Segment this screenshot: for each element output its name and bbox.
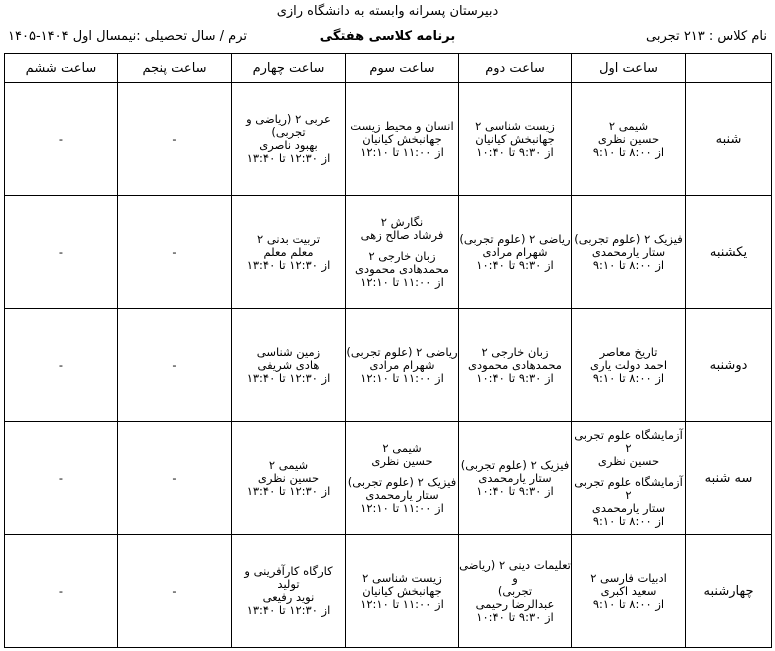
cell-text-line: از ۹:۳۰ تا ۱۰:۴۰ [476, 609, 554, 624]
cell-text-line: شیمی ۲ [382, 440, 422, 455]
schedule-cell [346, 535, 459, 648]
cell-text-line: فرشاد صالح زهی [360, 227, 444, 242]
schedule-cell [459, 309, 572, 422]
cell-text-line: از ۱۲:۳۰ تا ۱۳:۴۰ [246, 151, 331, 165]
cell-text-line: فیزیک ۲ (علوم تجربی) [574, 231, 683, 246]
cell-text-line: زیست شناسی ۲ [475, 118, 555, 133]
schedule-cell [118, 196, 232, 309]
cell-text-line: آزمایشگاه علوم تجربی ۲ [574, 474, 683, 502]
day-name: چهارشنبه [686, 535, 772, 648]
empty-slot-dash: - [172, 357, 177, 372]
empty-slot-dash: - [172, 244, 177, 259]
header-period-2: ساعت دوم [459, 54, 572, 83]
cell-text-line: تجربی) [497, 583, 533, 598]
cell-text-line: از ۸:۰۰ تا ۹:۱۰ [592, 144, 665, 159]
cell-text-line: از ۹:۳۰ تا ۱۰:۴۰ [476, 144, 554, 159]
table-row [5, 422, 772, 535]
schedule-cell [459, 83, 572, 196]
cell-text-line: بهبود ناصری [259, 138, 318, 152]
empty-slot-dash: - [58, 244, 64, 259]
cell-text-line: عربی ۲ (ریاضی و تجربی) [246, 112, 331, 139]
cell-text-line: از ۹:۳۰ تا ۱۰:۴۰ [476, 483, 554, 498]
table-row [5, 535, 772, 648]
day-name: سه شنبه [686, 422, 772, 535]
schedule-title: برنامه کلاسی هفتگی [319, 29, 456, 44]
cell-text-line: از ۱۱:۰۰ تا ۱۲:۱۰ [360, 500, 444, 515]
cell-text-line: از ۹:۳۰ تا ۱۰:۴۰ [476, 370, 554, 385]
header-period-6: ساعت ششم [5, 54, 118, 83]
header-period-4: ساعت چهارم [232, 54, 346, 83]
day-name: شنبه [686, 83, 772, 196]
empty-slot-dash: - [172, 131, 177, 146]
cell-text-line: کارگاه کارآفرینی و تولید [244, 564, 333, 591]
schedule-cell [572, 309, 686, 422]
cell-text-line: آزمایشگاه علوم تجربی ۲ [574, 427, 683, 455]
cell-text-line: فیزیک ۲ (علوم تجربی) [460, 457, 570, 472]
cell-text-line: تعلیمات دینی ۲ (ریاضی و [459, 557, 571, 585]
term-label: ترم / سال تحصیلی :نیمسال اول ۱۴۰۴-۱۴۰۵ [8, 29, 248, 44]
schedule-cell [459, 196, 572, 309]
cell-text-line: معلم معلم [263, 244, 314, 259]
header-row [5, 54, 772, 83]
schedule-cell [5, 196, 118, 309]
cell-text-line: حسین نظری [371, 453, 433, 468]
table-row [5, 309, 772, 422]
header-period-5: ساعت پنجم [118, 54, 232, 83]
cell-text-line: فیزیک ۲ (علوم تجربی) [347, 474, 457, 489]
schedule-cell [5, 422, 118, 535]
cell-text-line: زمین شناسی [256, 344, 321, 359]
cell-text-line: از ۹:۳۰ تا ۱۰:۴۰ [476, 257, 554, 272]
cell-text-line: از ۱۱:۰۰ تا ۱۲:۱۰ [360, 596, 444, 611]
schedule-cell [232, 422, 346, 535]
table-row [5, 83, 772, 196]
schedule-cell [118, 83, 232, 196]
empty-slot-dash: - [172, 583, 177, 598]
cell-text-line: ستار یارمحمدی [365, 487, 439, 502]
school-title: دبیرستان پسرانه وابسته به دانشگاه رازی [276, 4, 499, 19]
cell-text-line: زبان خارجی ۲ [481, 344, 549, 359]
schedule-cell [118, 422, 232, 535]
day-name: دوشنبه [686, 309, 772, 422]
cell-text-line: جهانبخش کیانیان [362, 131, 442, 146]
cell-text-line: تربیت بدنی ۲ [256, 231, 321, 246]
cell-text-line: ادبیات فارسی ۲ [590, 570, 667, 585]
cell-text-line: عبدالرضا رحیمی [475, 596, 555, 611]
cell-text-line: از ۸:۰۰ تا ۹:۱۰ [592, 257, 665, 272]
schedule-body [5, 83, 772, 648]
schedule-cell [118, 535, 232, 648]
schedule-table [4, 53, 772, 648]
schedule-cell [346, 196, 459, 309]
cell-text-line: شهرام مرادی [482, 244, 548, 259]
day-name: یکشنبه [686, 196, 772, 309]
class-name: نام کلاس : ۲۱۳ تجربی [646, 29, 767, 44]
cell-text-line: هادی شریفی [257, 357, 320, 372]
cell-text-line: از ۱۱:۰۰ تا ۱۲:۱۰ [360, 144, 444, 159]
schedule-cell [118, 309, 232, 422]
schedule-cell [572, 535, 686, 648]
empty-slot-dash: - [58, 583, 64, 598]
header-period-3: ساعت سوم [346, 54, 459, 83]
cell-text-line: محمدهادی محمودی [468, 357, 562, 372]
cell-text-line: زیست شناسی ۲ [362, 570, 442, 585]
schedule-cell [346, 422, 459, 535]
table-row [5, 196, 772, 309]
header-period-1: ساعت اول [572, 54, 686, 83]
cell-text-line: نگارش ۲ [380, 214, 424, 229]
cell-text-line: جهانبخش کیانیان [362, 583, 442, 598]
schedule-cell [232, 309, 346, 422]
schedule-cell [5, 309, 118, 422]
cell-text-line: شیمی ۲ [268, 457, 309, 472]
schedule-cell [572, 196, 686, 309]
cell-text-line: ستار یارمحمدی [591, 244, 666, 259]
cell-text-line: زبان خارجی ۲ [368, 248, 436, 263]
cell-text-line: از ۱۲:۳۰ تا ۱۳:۴۰ [246, 603, 331, 617]
header-corner [686, 54, 772, 83]
schedule-cell [459, 422, 572, 535]
schedule-cell [459, 535, 572, 648]
cell-text-line: حسین نظری [597, 131, 660, 146]
empty-slot-dash: - [58, 131, 64, 146]
cell-text-line: شهرام مرادی [369, 357, 435, 372]
schedule-cell [232, 535, 346, 648]
schedule-cell [572, 422, 686, 535]
schedule-cell [232, 196, 346, 309]
schedule-cell [5, 83, 118, 196]
cell-text-line: ریاضی ۲ (علوم تجربی) [459, 231, 571, 246]
cell-text-line: از ۱۲:۳۰ تا ۱۳:۴۰ [246, 483, 331, 498]
schedule-cell [346, 309, 459, 422]
schedule-cell [572, 83, 686, 196]
cell-text-line: از ۸:۰۰ تا ۹:۱۰ [592, 370, 665, 385]
cell-text-line: ستار یارمحمدی [478, 470, 552, 485]
cell-text-line: ریاضی ۲ (علوم تجربی) [346, 344, 458, 359]
cell-text-line: نوید رفیعی [262, 590, 315, 604]
cell-text-line: از ۸:۰۰ تا ۹:۱۰ [592, 596, 665, 611]
schedule-cell [232, 83, 346, 196]
cell-text-line: تاریخ معاصر [599, 344, 658, 359]
cell-text-line: از ۸:۰۰ تا ۹:۱۰ [592, 513, 665, 528]
cell-text-line: جهانبخش کیانیان [475, 131, 555, 146]
cell-text-line: شیمی ۲ [608, 118, 649, 133]
cell-text-line: انسان و محیط زیست [350, 118, 454, 133]
cell-text-line: از ۱۱:۰۰ تا ۱۲:۱۰ [360, 274, 444, 289]
cell-text-line: از ۱۱:۰۰ تا ۱۲:۱۰ [360, 370, 444, 385]
empty-slot-dash: - [58, 470, 64, 485]
cell-text-line: از ۱۲:۳۰ تا ۱۳:۴۰ [246, 257, 331, 272]
cell-text-line: ستار یارمحمدی [591, 500, 666, 515]
schedule-cell [346, 83, 459, 196]
cell-text-line: حسین نظری [257, 470, 320, 485]
empty-slot-dash: - [172, 470, 177, 485]
cell-text-line: احمد دولت یاری [589, 357, 668, 372]
cell-text-line: از ۱۲:۳۰ تا ۱۳:۴۰ [246, 370, 331, 385]
cell-text-line: محمدهادی محمودی [355, 261, 449, 276]
cell-text-line: سعید اکبری [600, 583, 657, 598]
cell-text-line: حسین نظری [597, 453, 660, 468]
schedule-cell [5, 535, 118, 648]
empty-slot-dash: - [58, 357, 64, 372]
